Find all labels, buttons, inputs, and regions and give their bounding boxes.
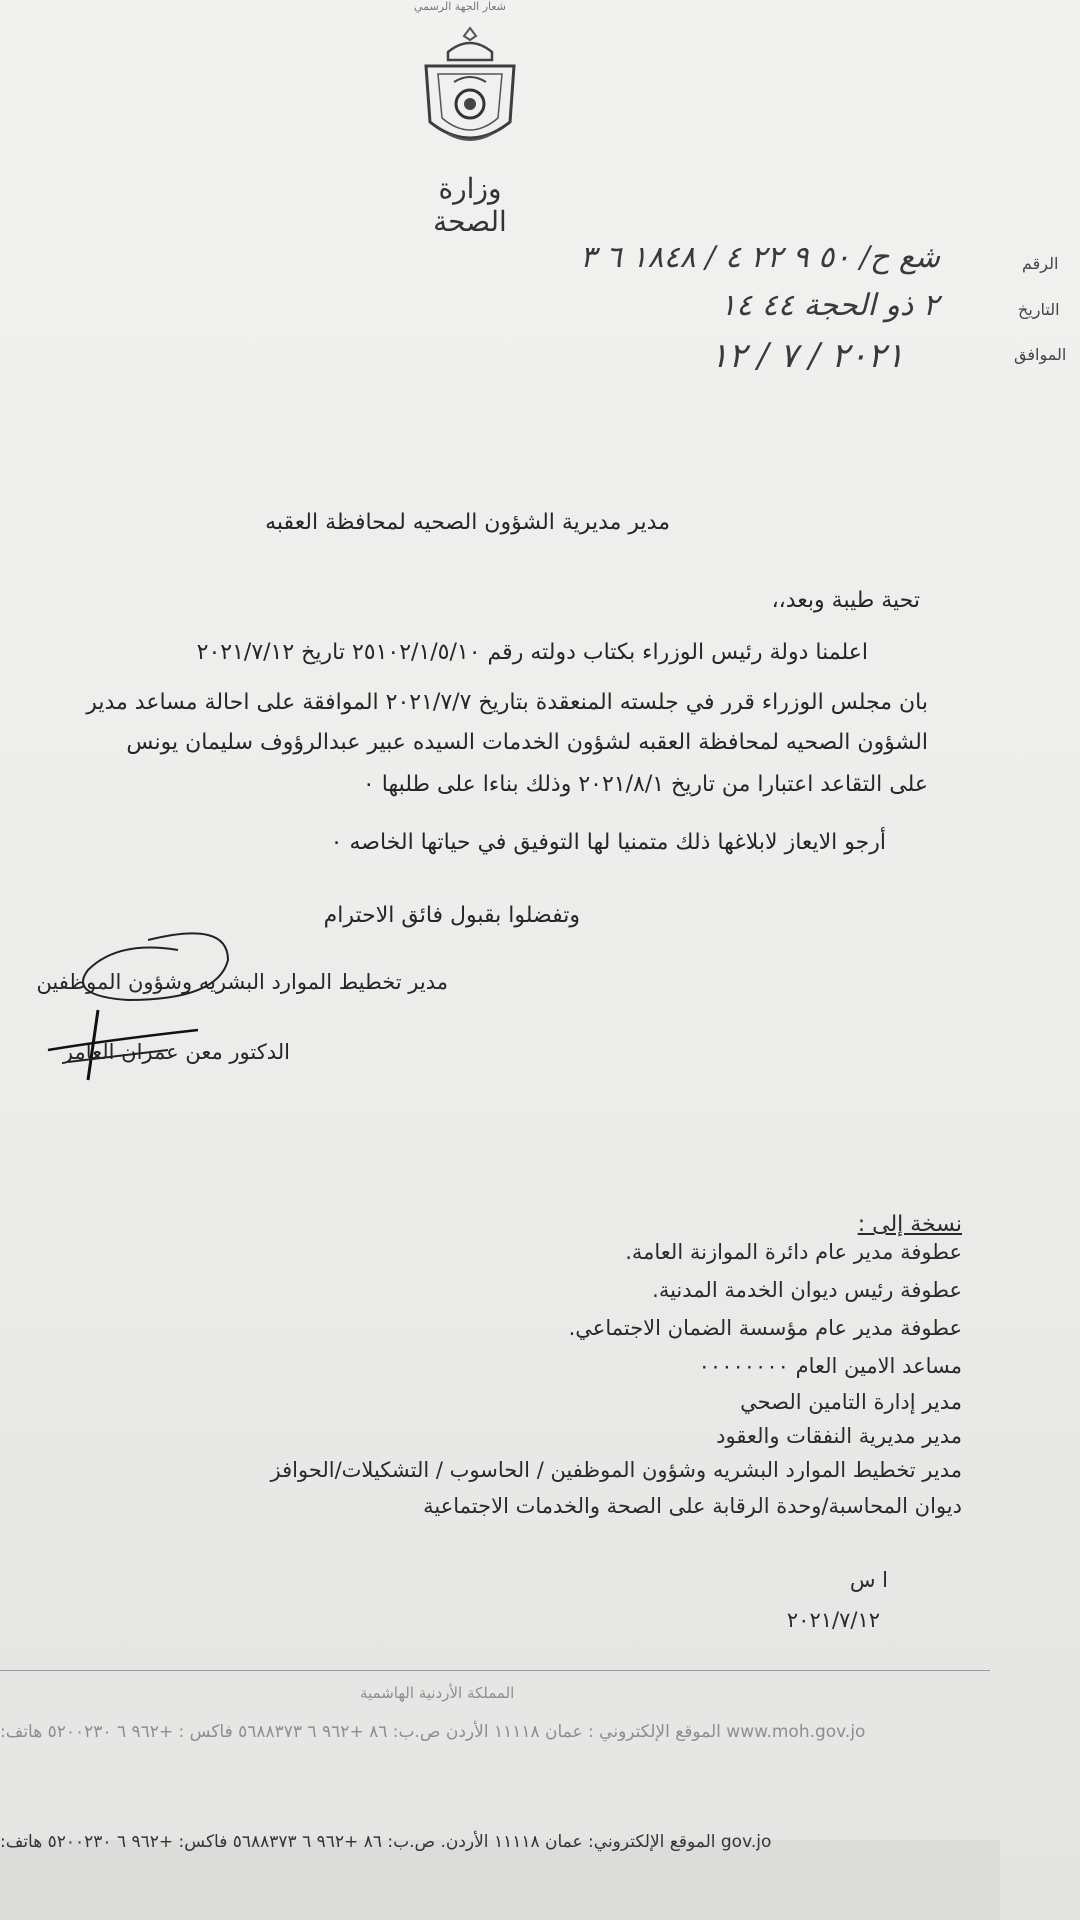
coat-of-arms-emblem xyxy=(418,22,522,162)
copy-item-5: مدير إدارة التامين الصحي xyxy=(740,1390,962,1414)
greg-value: ٢٠٢١ / ٧ / ١٢ xyxy=(710,336,904,376)
copies-date: ٢٠٢١/٧/١٢ xyxy=(786,1608,880,1632)
letter-line-1: اعلمنا دولة رئيس الوزراء بكتاب دولته رقم ٢٥١٠٢/١/٥/١٠ تاريخ ٢٠٢١/٧/١٢ xyxy=(196,640,868,665)
underlying-sheet xyxy=(0,1840,1000,1920)
request-line: أرجو الايعاز لابلاغها ذلك متمنيا لها التوفيق في حياتها الخاصه ٠ xyxy=(330,830,886,855)
copy-item-4: مساعد الامين العام ٠٠٠٠٠٠٠٠ xyxy=(698,1354,962,1378)
letter-line-3: الشؤون الصحيه لمحافظة العقبه لشؤون الخدمات السيده عبير عبدالرؤوف سليمان يونس xyxy=(126,730,928,755)
copy-item-6: مدير مديرية النفقات والعقود xyxy=(716,1424,962,1448)
initials: ا س xyxy=(849,1568,888,1592)
greeting: تحية طيبة وبعد،، xyxy=(771,588,920,613)
letter-line-4: على التقاعد اعتبارا من تاريخ ٢٠٢١/٨/١ وذلك بناءا على طلبها ٠ xyxy=(362,772,928,797)
ref-label: الرقم xyxy=(1022,254,1059,273)
copies-heading: نسخة إلى : xyxy=(857,1212,962,1237)
copy-item-7: مدير تخطيط الموارد البشريه وشؤون الموظفين / الحاسوب / التشكيلات/الحوافز xyxy=(270,1458,962,1482)
closing-line: وتفضلوا بقبول فائق الاحترام xyxy=(323,903,580,928)
recipient: مدير مديرية الشؤون الصحيه لمحافظة العقبه xyxy=(265,510,670,535)
footer-country: المملكة الأردنية الهاشمية xyxy=(360,1684,515,1702)
footer-line-2: gov.jo الموقع الإلكتروني: عمان ١١١١٨ الأردن. ص.ب: ٨٦ +٩٦٢ ٦ ٥٦٨٨٣٧٣ فاكس: +٩٦٢ ٦ ٥٢٠٠٢٣٠ هاتف: xyxy=(0,1832,772,1852)
letter-line-2: بان مجلس الوزراء قرر في جلسته المنعقدة بتاريخ ٢٠٢١/٧/٧ الموافقة على احالة مساعد مدير xyxy=(86,690,928,715)
signatory-name: الدكتور معن عمران العامر xyxy=(62,1040,290,1064)
copy-item-1: عطوفة مدير عام دائرة الموازنة العامة. xyxy=(625,1240,962,1264)
footer-line-1: www.moh.gov.jo الموقع الإلكتروني : عمان ١١١١٨ الأردن ص.ب: ٨٦ +٩٦٢ ٦ ٥٦٨٨٣٧٣ فاكس : +٩٦٢ ٦ ٥٢٠٠٢٣٠ هاتف: xyxy=(0,1722,866,1742)
footer-divider xyxy=(0,1670,990,1671)
handwritten-signature xyxy=(28,930,248,1090)
copy-item-3: عطوفة مدير عام مؤسسة الضمان الاجتماعي. xyxy=(568,1316,962,1340)
ref-value: شع ح/ ٥٠ ٩ ٢٢ ٤ / ١٨٤٨ ٦ ٣ xyxy=(580,240,940,275)
copy-item-2: عطوفة رئيس ديوان الخدمة المدنية. xyxy=(652,1278,962,1302)
greg-label: الموافق xyxy=(1014,345,1067,364)
header-top-text: شعار الجهة الرسمي xyxy=(414,0,506,13)
date-label: التاريخ xyxy=(1018,300,1060,319)
signatory-title: مدير تخطيط الموارد البشريه وشؤون الموظفين xyxy=(36,970,448,994)
copy-item-8: ديوان المحاسبة/وحدة الرقابة على الصحة والخدمات الاجتماعية xyxy=(423,1494,962,1518)
ministry-name: وزارة الصحة xyxy=(433,172,507,238)
date-value: ٢ ذو الحجة ٤٤ ١٤ xyxy=(720,288,939,323)
